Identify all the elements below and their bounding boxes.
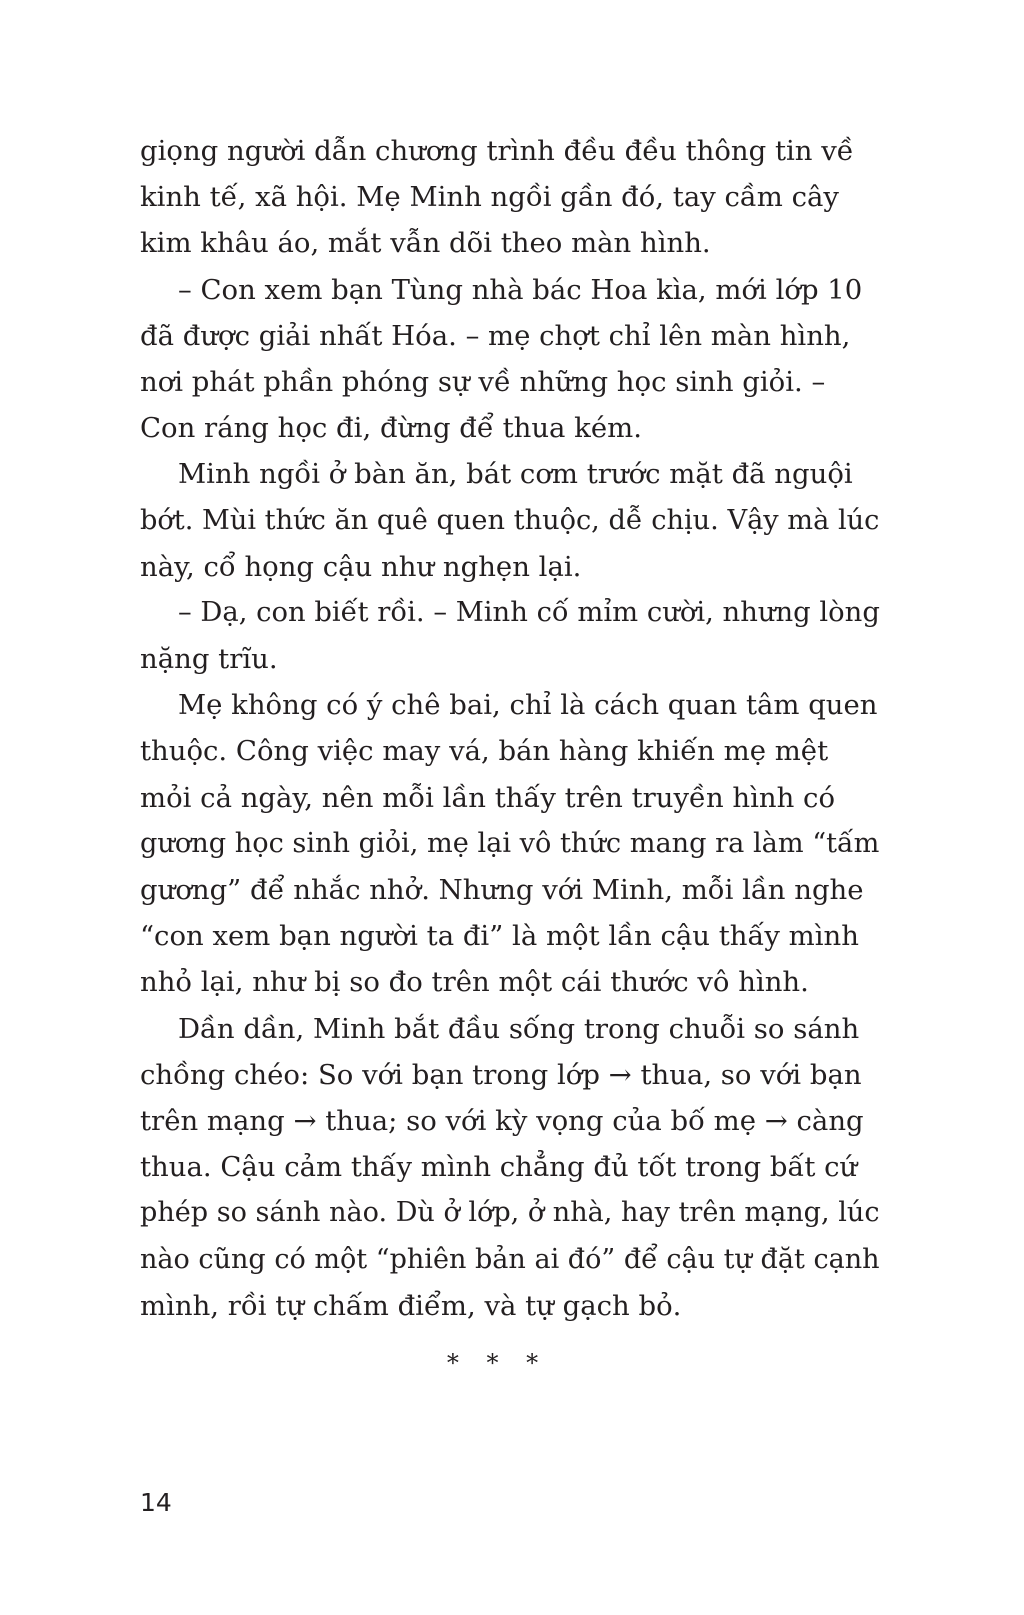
text-line: nào cũng có một “phiên bản ai đó” để cậu tự đặt cạnh xyxy=(140,1243,880,1275)
text-line: Dần dần, Minh bắt đầu sống trong chuỗi so sánh xyxy=(178,1012,860,1045)
text-line: nhỏ lại, như bị so đo trên một cái thước vô hình. xyxy=(140,966,809,999)
text-line: – Con xem bạn Tùng nhà bác Hoa kìa, mới lớp 10 xyxy=(178,273,863,306)
text-line: Minh ngồi ở bàn ăn, bát cơm trước mặt đã nguội xyxy=(178,458,853,491)
text-line: chồng chéo: So với bạn trong lớp → thua, so với bạn xyxy=(140,1058,862,1091)
text-line: – Dạ, con biết rồi. – Minh cố mỉm cười, nhưng lòng xyxy=(178,596,880,628)
page-number: 14 xyxy=(140,1488,172,1517)
text-line: Mẹ không có ý chê bai, chỉ là cách quan tâm quen xyxy=(178,689,878,722)
text-line: gương” để nhắc nhở. Nhưng với Minh, mỗi lần nghe xyxy=(140,874,864,906)
text-line: “con xem bạn người ta đi” là một lần cậu thấy mình xyxy=(140,920,859,953)
text-line: phép so sánh nào. Dù ở lớp, ở nhà, hay trên mạng, lúc xyxy=(140,1197,880,1229)
text-line: này, cổ họng cậu như nghẹn lại. xyxy=(140,550,582,583)
text-line: thuộc. Công việc may vá, bán hàng khiến mẹ mệt xyxy=(140,735,829,768)
body-text xyxy=(140,128,880,1329)
text-line: thua. Cậu cảm thấy mình chẳng đủ tốt trong bất cứ xyxy=(140,1151,858,1184)
text-line: mình, rồi tự chấm điểm, và tự gạch bỏ. xyxy=(140,1289,682,1322)
text-line: nặng trĩu. xyxy=(140,643,278,676)
text-line: mỏi cả ngày, nên mỗi lần thấy trên truyền hình có xyxy=(140,781,836,814)
text-line: bớt. Mùi thức ăn quê quen thuộc, dễ chịu. Vậy mà lúc xyxy=(140,504,880,536)
text-line: đã được giải nhất Hóa. – mẹ chợt chỉ lên màn hình, xyxy=(140,319,851,352)
text-line: kim khâu áo, mắt vẫn dõi theo màn hình. xyxy=(140,227,711,260)
text-line: gương học sinh giỏi, mẹ lại vô thức mang ra làm “tấm xyxy=(140,827,880,859)
text-line: giọng người dẫn chương trình đều đều thông tin về xyxy=(140,135,854,167)
text-line: trên mạng → thua; so với kỳ vọng của bố mẹ → càng xyxy=(140,1104,864,1137)
text-line: nơi phát phần phóng sự về những học sinh giỏi. – xyxy=(140,365,826,398)
text-line: kinh tế, xã hội. Mẹ Minh ngồi gần đó, tay cầm cây xyxy=(140,181,839,214)
section-separator: * * * xyxy=(446,1349,549,1377)
text-line: Con ráng học đi, đừng để thua kém. xyxy=(140,412,642,445)
